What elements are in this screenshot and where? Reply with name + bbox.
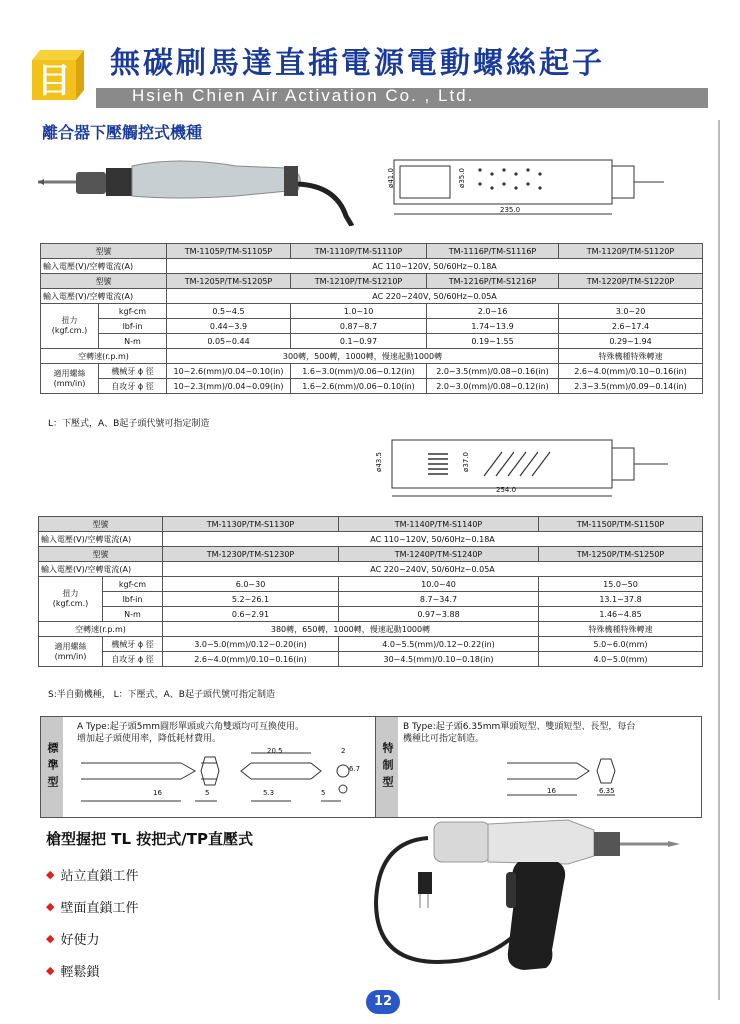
list-item: ◆ 壁面直鎖工件 [46, 899, 139, 916]
spec-table-2 [38, 516, 703, 667]
table-row: 空轉速(r.p.m) 300轉，500轉，1000轉，慢速起動1000轉 特殊機種特殊轉速 [41, 349, 703, 364]
company-logo [30, 46, 86, 102]
list-item: ◆ 輕鬆鎖 [46, 963, 100, 980]
svg-text:目: 目 [37, 61, 71, 101]
table-row: 適用螺絲 (mm/in) 機械牙 ϕ 徑 10~2.6(mm)/0.04~0.10(in) 1.6~3.0(mm)/0.06~0.12(in) 2.0~3.5(mm)/0.08~0.16(in) 2.6~4.0(mm)/0.10~0.16(in) [41, 364, 703, 379]
company-name: Hsieh Chien Air Activation Co. , Ltd. [132, 86, 475, 105]
table-row: 輸入電壓(V)/空轉電流(A) AC 220~240V, 50/60Hz~0.05A [39, 562, 703, 577]
table-row: 型號 TM-1130P/TM-S1130P TM-1140P/TM-S1140P TM-1150P/TM-S1150P [39, 517, 703, 532]
dim-length: 235.0 [500, 206, 521, 214]
standard-dim-7: 6.7 [349, 765, 361, 773]
feature-list [46, 858, 138, 986]
diamond-bullet-icon: ◆ [46, 899, 55, 913]
table-row: 輸入電壓(V)/空轉電流(A) AC 220~240V, 50/60Hz~0.05A [41, 289, 703, 304]
table-row: 適用螺絲 (mm/in) 機械牙 ϕ 徑 3.0~5.0(mm)/0.12~0.20(in) 4.0~5.5(mm)/0.12~0.22(in) 5.0~6.0(mm) [39, 637, 703, 652]
dim-diameter-inner: ø35.0 [457, 168, 466, 188]
table-row: lbf-in 0.44~3.9 0.87~8.7 1.74~13.9 2.6~17.4 [41, 319, 703, 334]
table-row: N-m 0.05~0.44 0.1~0.97 0.19~1.55 0.29~1.94 [41, 334, 703, 349]
table-row: 輸入電壓(V)/空轉電流(A) AC 110~120V, 50/60Hz~0.18A [39, 532, 703, 547]
table-note-1: L：下壓式，A、B起子頭代號可指定制造 [48, 419, 210, 429]
section-heading-clutch: 離合器下壓觸控式機種 [42, 123, 203, 142]
table-row: 自攻牙 ϕ 徑 2.6~4.0(mm)/0.10~0.16(in) 30~4.5(mm)/0.10~0.18(in) 4.0~5.0(mm) [39, 652, 703, 667]
standard-dim-2: 5 [205, 789, 210, 797]
special-type-text-2: 機種比可指定制造。 [403, 734, 485, 744]
table-row: 自攻牙 ϕ 徑 10~2.3(mm)/0.04~0.09(in) 1.6~2.6(mm)/0.06~0.10(in) 2.0~3.0(mm)/0.08~0.12(in) 2.3~3.5(mm)/0.09~0.14(in) [41, 379, 703, 394]
standard-dim-6: 5 [321, 789, 326, 797]
special-type-text-1: B Type:起子頭6.35mm單頭短型、雙頭短型、長型，每台 [403, 722, 636, 732]
dim-diameter-outer-2: ø43.5 [374, 452, 383, 472]
diamond-bullet-icon: ◆ [46, 931, 55, 945]
dim-diameter-inner-2: ø37.0 [461, 452, 470, 472]
standard-bit-drawing [71, 749, 371, 813]
table-row: 輸入電壓(V)/空轉電流(A) AC 110~120V, 50/60Hz~0.18A [41, 259, 703, 274]
standard-type-text-2: 增加起子頭使用率，降低耗材費用。 [77, 734, 222, 744]
section-heading-pistol: 槍型握把 TL 按把式/TP直壓式 [46, 830, 253, 848]
table-row: lbf-in 5.2~26.1 8.7~34.7 13.1~37.8 [39, 592, 703, 607]
screwdriver-photo-1 [36, 146, 366, 226]
standard-type-text-1: A Type:起子頭5mm圓形單頭或六角雙頭均可互換使用。 [77, 722, 304, 732]
table-row: 空轉速(r.p.m) 380轉，650轉，1000轉，慢速起動1000轉 特殊機種特殊轉速 [39, 622, 703, 637]
special-bit-drawing [497, 751, 637, 801]
special-dim-1: 16 [547, 787, 556, 795]
standard-dim-1: 16 [153, 789, 162, 797]
dim-diameter-outer: ø41.0 [386, 168, 395, 188]
pistol-screwdriver-photo [368, 812, 698, 980]
list-item: ◆ 好使力 [46, 931, 100, 948]
table-row: N-m 0.6~2.91 0.97~3.88 1.46~4.85 [39, 607, 703, 622]
standard-dim-4: 2 [341, 747, 346, 755]
table-note-2: S:半自動機種， L：下壓式，A、B起子頭代號可指定制造 [48, 690, 275, 700]
dim-length-2: 254.0 [496, 486, 517, 494]
table-row: 扭力 (kgf.cm.) kgf-cm 0.5~4.5 1.0~10 2.0~16 3.0~20 [41, 304, 703, 319]
special-dim-2: 6.35 [599, 787, 615, 795]
standard-dim-3: 20.5 [267, 747, 283, 755]
page-number: 12 [366, 990, 400, 1014]
list-item: ◆ 站立直鎖工件 [46, 867, 139, 884]
table-row: 型號 TM-1230P/TM-S1230P TM-1240P/TM-S1240P TM-1250P/TM-S1250P [39, 547, 703, 562]
spec-table-1 [40, 243, 703, 394]
page-title: 無碳刷馬達直插電源電動螺絲起子 [110, 46, 605, 81]
right-divider [718, 120, 720, 1000]
standard-dim-5: 5.3 [263, 789, 275, 797]
dimension-drawing-1 [380, 150, 670, 220]
special-type-label: 特制型 [375, 717, 398, 817]
diamond-bullet-icon: ◆ [46, 963, 55, 977]
table-row: 扭力 (kgf.cm.) kgf-cm 6.0~30 10.0~40 15.0~50 [39, 577, 703, 592]
table-row: 型號 TM-1205P/TM-S1205P TM-1210P/TM-S1210P TM-1216P/TM-S1216P TM-1220P/TM-S1220P [41, 274, 703, 289]
standard-type-label: 標準型 [41, 717, 63, 817]
diamond-bullet-icon: ◆ [46, 867, 55, 881]
table-row: 型號 TM-1105P/TM-S1105P TM-1110P/TM-S1110P TM-1116P/TM-S1116P TM-1120P/TM-S1120P [41, 244, 703, 259]
dimension-drawing-2 [376, 432, 676, 504]
bit-type-panel [40, 716, 702, 818]
